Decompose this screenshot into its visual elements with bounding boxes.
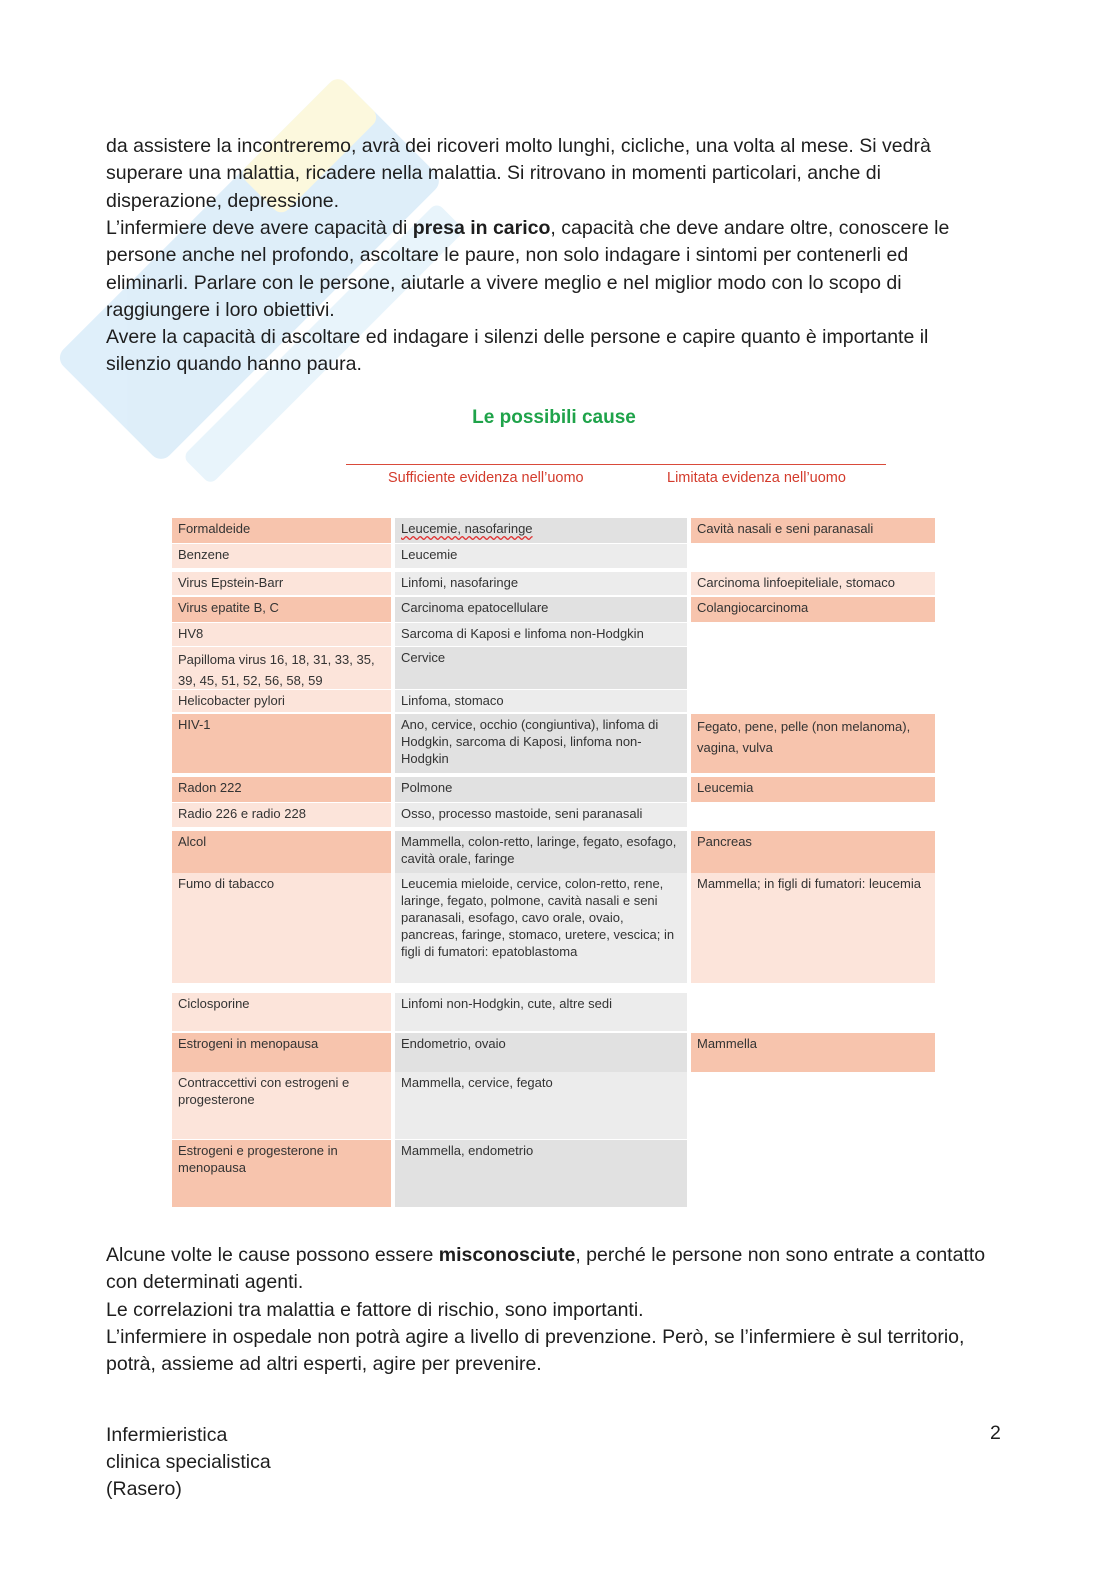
sufficient-cell: Sarcoma di Kaposi e linfoma non-Hodgkin [395, 623, 687, 646]
agent-cell: HIV-1 [172, 714, 391, 773]
footer-line-2: clinica specialistica [106, 1451, 271, 1473]
limited-cell [691, 623, 935, 646]
sufficient-cell: Linfoma, stomaco [395, 690, 687, 712]
sufficient-cell: Polmone [395, 777, 687, 802]
sufficient-cell: Cervice [395, 647, 687, 689]
sufficient-cell: Mammella, endometrio [395, 1140, 687, 1207]
sufficient-cell: Osso, processo mastoide, seni paranasali [395, 803, 687, 827]
limited-cell [691, 803, 935, 827]
agent-cell: Formaldeide [172, 518, 391, 543]
sufficient-cell: Mammella, colon-retto, laringe, fegato, esofago, cavità orale, faringe [395, 831, 687, 873]
agent-cell: Contraccettivi con estrogeni e progesterone [172, 1072, 391, 1139]
outro-paragraph-1: Alcune volte le cause possono essere misconosciute, perché le persone non sono entrate a contatto con determinati agenti. [106, 1244, 986, 1294]
header-rule [346, 464, 886, 465]
intro-paragraph-3: Avere la capacità di ascoltare ed indagare i silenzi delle persone e capire quanto è importante il silenzio quando hanno paura. [106, 326, 929, 376]
limited-cell [691, 1140, 935, 1207]
agent-cell: Ciclosporine [172, 993, 391, 1031]
intro-paragraph-2: L’infermiere deve avere capacità di presa in carico, capacità che deve andare oltre, conoscere le persone anche nel profondo, ascoltare le paure, non solo indagare i sintomi per contenerli ed eliminarli. Parlare con le persone, aiutarle a vivere meglio e nel miglior modo con lo scopo di raggiungere i loro obiettivi. [106, 217, 950, 321]
limited-cell [691, 690, 935, 712]
limited-cell: Mammella; in figli di fumatori: leucemia [691, 873, 935, 983]
limited-cell [691, 993, 935, 1031]
agent-cell: Alcol [172, 831, 391, 873]
page-number: 2 [990, 1422, 1001, 1444]
agent-cell: Radon 222 [172, 777, 391, 802]
limited-cell [691, 1072, 935, 1139]
limited-cell: Pancreas [691, 831, 935, 873]
header-sufficient: Sufficiente evidenza nell’uomo [388, 470, 584, 486]
agent-cell: Fumo di tabacco [172, 873, 391, 983]
sufficient-cell: Linfomi non-Hodgkin, cute, altre sedi [395, 993, 687, 1031]
agent-cell: Estrogeni in menopausa [172, 1033, 391, 1072]
limited-cell [691, 544, 935, 568]
limited-cell: Leucemia [691, 777, 935, 802]
sufficient-text: Leucemie, nasofaringe [401, 521, 533, 536]
sufficient-cell: Mammella, cervice, fegato [395, 1072, 687, 1139]
sufficient-cell: Carcinoma epatocellulare [395, 597, 687, 622]
outro-paragraph-2: Le correlazioni tra malattia e fattore di rischio, sono importanti. [106, 1299, 644, 1321]
limited-cell: Fegato, pene, pelle (non melanoma), vagina, vulva [691, 714, 935, 773]
agent-cell: Estrogeni e progesterone in menopausa [172, 1140, 391, 1207]
sufficient-cell: Ano, cervice, occhio (congiuntiva), linfoma di Hodgkin, sarcoma di Kaposi, linfoma non-Hodgkin [395, 714, 687, 773]
agent-cell: Benzene [172, 544, 391, 568]
agent-cell: HV8 [172, 623, 391, 646]
agent-cell: Radio 226 e radio 228 [172, 803, 391, 827]
outro-paragraph-3: L’infermiere in ospedale non potrà agire a livello di prevenzione. Però, se l’infermiere è sul territorio, potrà, assieme ad altri esperti, agire per prevenire. [106, 1326, 965, 1376]
limited-cell [691, 647, 935, 689]
section-title: Le possibili cause [472, 407, 636, 428]
agent-cell: Virus Epstein-Barr [172, 572, 391, 595]
intro-paragraph-1: da assistere la incontreremo, avrà dei ricoveri molto lunghi, cicliche, una volta al mese. Si vedrà superare una malattia, ricadere nella malattia. Si ritrovano in momenti particolari, anche di disperazione, depressione. [106, 135, 931, 212]
sufficient-cell: Leucemie [395, 544, 687, 568]
sufficient-cell: Linfomi, nasofaringe [395, 572, 687, 595]
footer [106, 1422, 271, 1503]
footer-line-3: (Rasero) [106, 1478, 182, 1500]
sufficient-cell [395, 518, 687, 543]
limited-cell: Carcinoma linfoepiteliale, stomaco [691, 572, 935, 595]
sufficient-cell: Endometrio, ovaio [395, 1033, 687, 1072]
agent-cell: Helicobacter pylori [172, 690, 391, 712]
footer-line-1: Infermieristica [106, 1424, 228, 1446]
sufficient-cell: Leucemia mieloide, cervice, colon-retto, rene, laringe, fegato, polmone, cavità nasali e seni paranasali, esofago, cavo orale, ovaio, pancreas, faringe, stomaco, uretere, vescica; in figli di fumatori: epatoblastoma [395, 873, 687, 983]
limited-cell: Colangiocarcinoma [691, 597, 935, 622]
limited-cell: Cavità nasali e seni paranasali [691, 518, 935, 543]
agent-cell: Virus epatite B, C [172, 597, 391, 622]
limited-cell: Mammella [691, 1033, 935, 1072]
header-limited: Limitata evidenza nell’uomo [667, 470, 846, 486]
agent-cell: Papilloma virus 16, 18, 31, 33, 35, 39, 45, 51, 52, 56, 58, 59 [172, 647, 391, 689]
